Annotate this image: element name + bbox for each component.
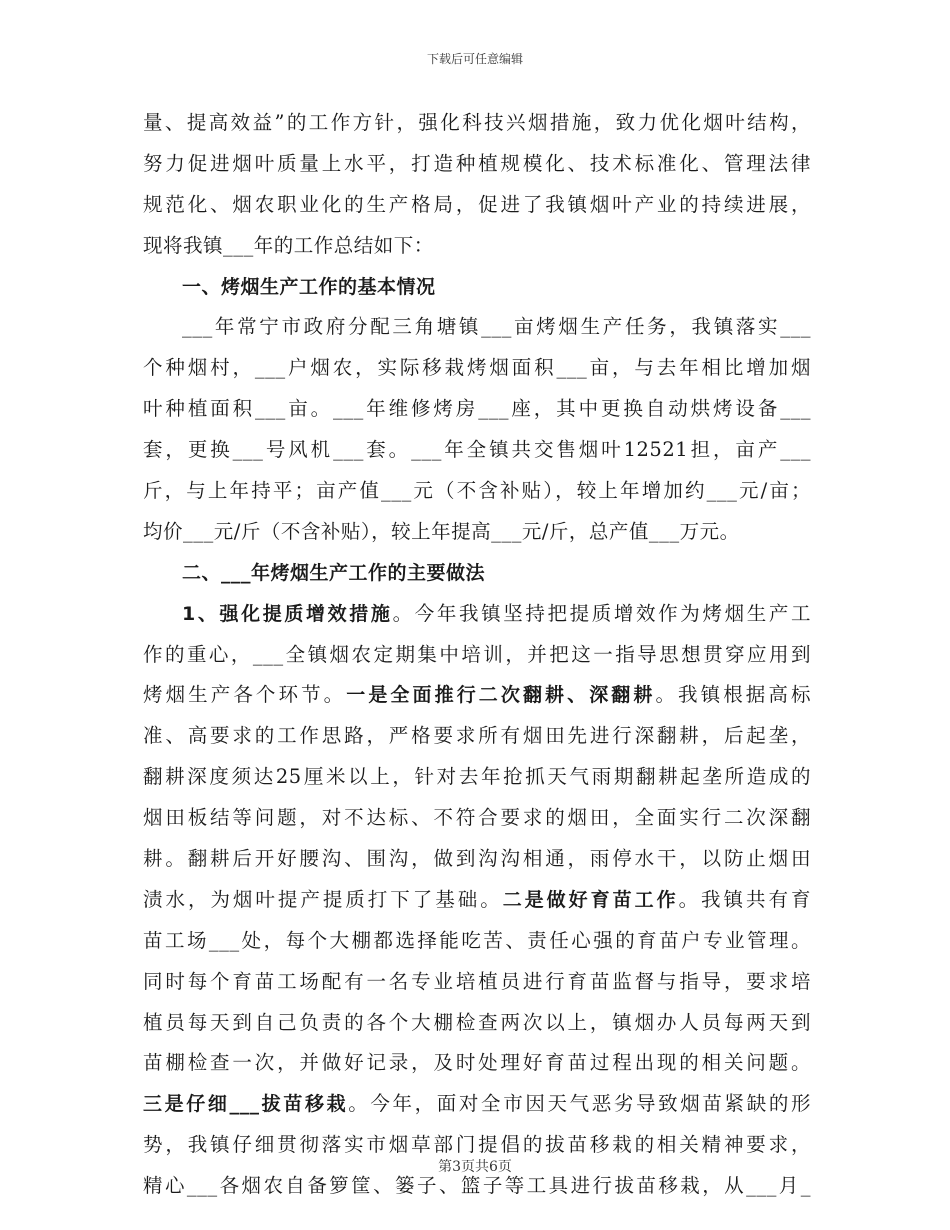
page-header: 下载后可任意编辑 (426, 52, 523, 66)
bold-phrase: 二、___年烤烟生产工作的主要做法 (182, 561, 486, 584)
bold-phrase: 三是仔细___拔苗移栽 (143, 1093, 349, 1116)
bold-phrase: 一是全面推行二次翻耕、深翻耕 (346, 684, 656, 707)
text-line (143, 307, 811, 348)
text-run: 。今年我镇坚持把提质增效作为烤烟生产工 (392, 601, 811, 625)
text-line (143, 962, 811, 1003)
page-footer: 第3页共6页 (438, 1159, 512, 1175)
text-run: 均价___元/斤（不含补贴），较上年提高___元/斤，总产值___万元。 (143, 519, 740, 543)
section-heading (143, 553, 811, 594)
text-line (143, 430, 811, 471)
bold-phrase: 一、烤烟生产工作的基本情况 (182, 275, 436, 298)
text-line (143, 921, 811, 962)
text-line (143, 839, 811, 880)
text-line (143, 1084, 811, 1125)
text-line (143, 675, 811, 716)
text-run: ___年常宁市政府分配三角塘镇___亩烤烟生产任务，我镇落实___ (182, 315, 811, 339)
text-run: 翻耕深度须达25厘米以上，针对去年抢抓天气雨期翻耕起垄所造成的 (143, 765, 811, 789)
text-line (143, 471, 811, 512)
text-run: 烤烟生产各个环节。 (143, 683, 347, 707)
text-run: 渍水，为烟叶提产提质打下了基础。 (143, 887, 503, 911)
text-run: 。我镇根据高标 (655, 683, 811, 707)
text-line (143, 512, 811, 553)
section-heading (143, 267, 811, 308)
text-line (143, 1003, 811, 1044)
text-run: 努力促进烟叶质量上水平，打造种植规模化、技术标准化、管理法律 (143, 151, 811, 175)
text-line (143, 635, 811, 676)
text-line (143, 798, 811, 839)
text-run: 苗棚检查一次，并做好记录，及时处理好育苗过程出现的相关问题。 (143, 1051, 811, 1075)
text-run: 个种烟村，___户烟农，实际移栽烤烟面积___亩，与去年相比增加烟 (143, 356, 811, 380)
text-run: 。今年，面对全市因天气恶劣导致烟苗紧缺的形 (348, 1092, 811, 1116)
text-line (143, 1043, 811, 1084)
text-line (143, 880, 811, 921)
text-run: 量、提高效益”的工作方针，强化科技兴烟措施，致力优化烟叶结构， (143, 111, 811, 134)
document-body (143, 103, 811, 1207)
text-run: 耕。翻耕后开好腰沟、围沟，做到沟沟相通，雨停水干，以防止烟田 (143, 847, 811, 871)
text-run: 势，我镇仔细贯彻落实市烟草部门提倡的拔苗移栽的相关精神要求， (143, 1133, 811, 1157)
text-line (143, 103, 811, 144)
text-run: 烟田板结等问题，对不达标、不符合要求的烟田，全面实行二次深翻 (143, 806, 811, 830)
text-line (143, 226, 811, 267)
text-line (143, 757, 811, 798)
text-run: 植员每天到自己负责的各个大棚检查两次以上，镇烟办人员每两天到 (143, 1010, 811, 1034)
text-run: 准、高要求的工作思路，严格要求所有烟田先进行深翻耕，后起垄， (143, 724, 811, 748)
text-run: 套，更换___号风机___套。___年全镇共交售烟叶12521担，亩产___ (143, 438, 811, 462)
text-run: 作的重心，___全镇烟农定期集中培训，并把这一指导思想贯穿应用到 (143, 642, 811, 666)
text-run: 叶种植面积___亩。___年维修烤房___座，其中更换自动烘烤设备___ (143, 397, 811, 421)
bold-phrase: 二是做好育苗工作 (502, 888, 679, 911)
text-line (143, 348, 811, 389)
text-line (143, 389, 811, 430)
text-run: 苗工场___处，每个大棚都选择能吃苦、责任心强的育苗户专业管理。 (143, 928, 811, 952)
text-run: 同时每个育苗工场配有一名专业培植员进行育苗监督与指导，要求培 (143, 969, 811, 993)
text-line (143, 716, 811, 757)
bold-phrase: 1、强化提质增效措施 (182, 602, 393, 625)
text-run: 精心___各烟农自备箩筐、篓子、篮子等工具进行拔苗移栽，从___月_ (143, 1174, 811, 1198)
text-run: 现将我镇___年的工作总结如下： (143, 233, 434, 257)
text-run: 斤，与上年持平；亩产值___元（不含补贴），较上年增加约___元/亩； (143, 479, 811, 503)
text-line (143, 594, 811, 635)
text-line (143, 144, 811, 185)
text-line (143, 185, 811, 226)
text-run: 规范化、烟农职业化的生产格局，促进了我镇烟叶产业的持续进展， (143, 192, 811, 216)
text-run: 。我镇共有育 (678, 887, 811, 911)
